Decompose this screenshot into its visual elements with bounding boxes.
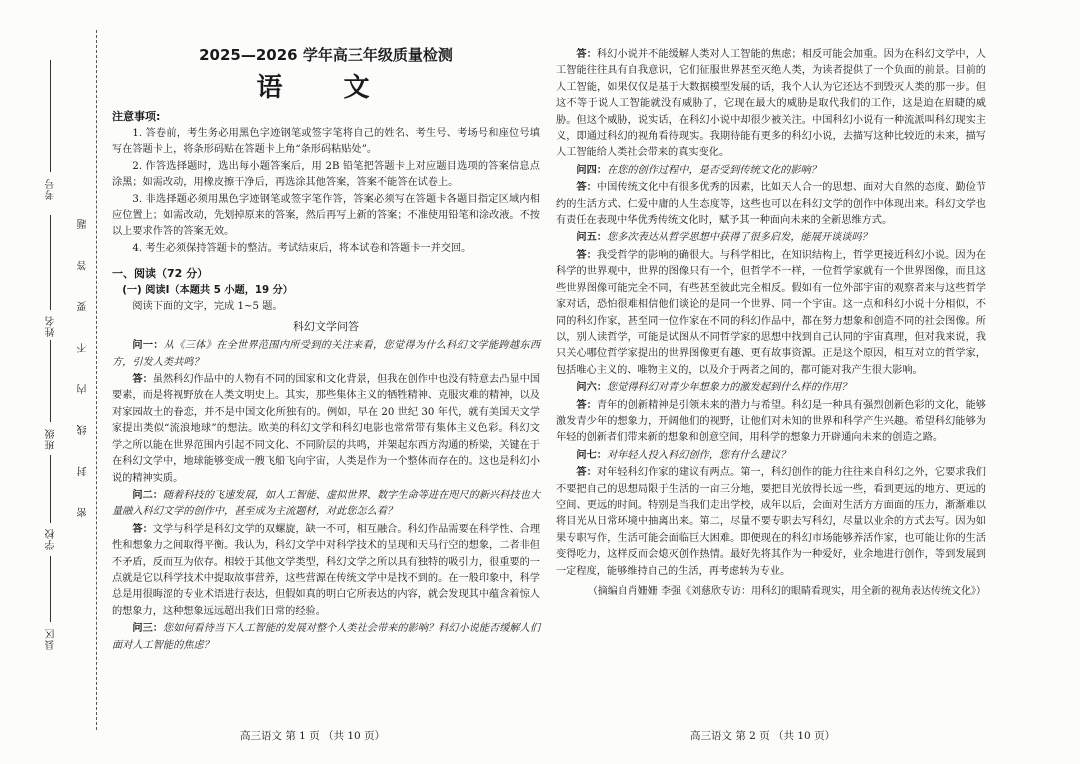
answer-label: 答： <box>576 48 597 60</box>
paragraph-text: 科幻小说并不能缓解人类对人工智能的焦虑；相反可能会加重。因为在科幻文学中，人工智能往往具有自我意识，它们征服世界甚至灭绝人类，为读者提供了一个负面的前景。目前的人工智能，如果仅仅是基于大数据模型发展的话，我个人认为它还达不到毁灭人类的那一步。但这不等于说人工智能就没有威胁了，它现在最大的威胁是取代我们的工作，这是迫在眉睫的威胁。但这个威胁，说实话，在科幻小说中却很少被关注。中国科幻小说有一种流派叫科幻现实主义，即通过科幻的视角看待现实。我期待能有更多的科幻小说，去描写这种比较近的未来，描写人工智能给人类社会带来的真实变化。 <box>556 49 986 159</box>
paragraph-text: 随着科技的飞速发展，如人工智能、虚拟世界、数字生命等进在咫尺的新兴科技也大量融入科幻文学的创作中，甚至成为主流题材，对此您怎么看？ <box>112 489 541 518</box>
xingming-line <box>50 215 51 310</box>
notice-item: 4. 考生必须保持答题卡的整洁。考试结束后，将本试卷和答题卡一并交回。 <box>132 242 472 254</box>
answer-paragraph <box>112 371 540 487</box>
seal-line-notice: 密 封 线 内 不 要 答 题 <box>78 205 89 518</box>
xianqu-line <box>50 556 51 622</box>
page-2 <box>556 46 986 597</box>
article-body <box>112 337 540 654</box>
question-label: 问七： <box>576 448 607 461</box>
xianqu-label: 县区 <box>46 628 57 650</box>
paragraph-text: 您觉得科幻对青少年想象力的激发起到什么样的作用？ <box>606 382 852 394</box>
answer-paragraph <box>556 464 986 580</box>
notice-item: 2. 作答选择题时，选出每小题答案后，用 2B 铅笔把答题卡上对应题目选项的答案信息点涂黑；如需改动，用橡皮擦干净后，再选涂其他答案，答案不能答在试卷上。 <box>112 160 540 189</box>
banji-label: 班级 <box>46 428 57 450</box>
exam-title: 2025—2026 学年高三年级质量检测 <box>199 46 453 64</box>
question-paragraph <box>112 620 540 654</box>
paragraph-text: 在您的创作过程中，是否受到传统文化的影响？ <box>606 164 821 176</box>
paragraph-text: 我受哲学的影响的确很大。与科学相比，在知识结构上，哲学更接近科幻小说。因为在科学的世界观中，世界的图像只有一个，但哲学不一样，一位哲学家就有一个世界图像，而且这些世界图像可能完全不同，有些甚至彼此完全相反。假如有一位外部宇宙的观察者来与这些哲学家对话，恐怕很难相信他们谈论的是同一个世界、同一个宇宙。这一点和科幻小说十分相似，不同的科幻作家，甚至同一位作家在不同的科幻作品中，都在努力想象和创造不同的社会图像。所以，别人读哲学，可能是试图从不同哲学家的思想中找到自己认同的宇宙真理，但对我来说，我只关心哪位哲学家提出的世界图像更有趣、更有故事资源。正是这个原因，相互对立的哲学家，包括唯心主义的、唯物主义的，以及介于两者之间的，都可能对我产生很大影响。 <box>556 249 986 376</box>
paragraph-text: 中国传统文化中有很多优秀的因素，比如天人合一的思想、面对大自然的态度、勤俭节约的生活方式、仁爱中庸的人生态度等，这些也可以在科幻文学的创作中体现出来。科幻文学也有责任在表现中华优秀传统文化时，赋予其一种面向未来的全新思维方式。 <box>556 182 986 227</box>
paragraph-text: 文学与科学是科幻文学的双螺旋，缺一不可，相互融合。科幻作品需要在科学性、合理性和想象力之间取得平衡。我认为，科幻文学中对科学技术的呈现和天马行空的想象，二者非但不矛盾，反而互为依存。相较于其他文学类型，科幻文学之所以具有独特的吸引力，很重要的一点就是它以科学技术中提取故事营养，这些营源在传统文学中是找不到的。在一般印象中，科学总是用很晦涩的专业术语进行表达，但假如真的明白它所表达的内容，就会发现其中蕴含着惊人的想象力，这种想象远远超出我们日常的经验。 <box>112 523 541 617</box>
article-body-continued <box>556 46 986 580</box>
subsection-heading: (一) 阅读Ⅰ（本题共 5 小题，19 分） <box>122 285 293 297</box>
binding-margin <box>0 0 108 764</box>
instruction: 阅读下面的文字，完成 1~5 题。 <box>132 301 283 313</box>
answer-label: 答： <box>576 248 597 261</box>
page-1-footer: 高三语文 第 1 页 （共 10 页） <box>240 730 386 742</box>
answer-paragraph <box>556 46 986 162</box>
notice-item: 3. 非选择题必须用黑色字迹钢笔或签字笔作答，答案必须写在答题卡各题目指定区域内相应位置上；如需改动，先划掉原来的答案，然后再写上新的答案；不准使用铅笔和涂改液。不按以上要求作答的答案无效。 <box>112 193 540 238</box>
xuexiao-label: 学校 <box>46 528 57 550</box>
paragraph-text: 您多次表达从哲学思想中获得了很多启发，能展开谈谈吗？ <box>606 232 872 244</box>
paragraph-text: 对年轻科幻作家的建议有两点。第一，科幻创作的能力往往来自科幻之外，它要求我们不要把自己的思想局限于生活的一亩三分地，要把目光放得长远一些，看到更远的地方、更远的空间、更远的时间。特别是当我们走出学校，成年以后，会面对生活方方面面的压力，渐渐难以将目光从日常环境中抽离出来。第二，尽量不要专职去写科幻，尽量以业余的方式去写。因为如果专职写作，生活可能会面临巨大困难。即便现在的科幻市场能够养活作家，也可能让你的生活变得吃力，这样反而会熄灭创作热情。最好先将其作为一种爱好，业余地进行创作，等到发展到一定程度，能够维持自己的生活，再考虑转为专业。 <box>556 467 986 577</box>
notice-list <box>112 126 540 257</box>
source-citation: （摘编自肖姗姗 李强《刘慈欣专访：用科幻的眼睛看现实，用全新的视角表达传统文化》） <box>587 586 986 597</box>
question-label: 问五： <box>576 231 607 244</box>
answer-label: 答： <box>576 181 597 194</box>
xingming-label: 姓名 <box>46 315 57 337</box>
notice-item: 1. 答卷前，考生务必用黑色字迹钢笔或签字笔将自己的姓名、考生号、考场号和座位号填写在答题卡上，将条形码贴在答题卡上角“条形码粘贴处”。 <box>112 128 540 156</box>
answer-label: 答： <box>132 522 153 535</box>
paragraph-text: 对年轻人投入科幻创作，您有什么建议？ <box>606 449 791 461</box>
kaohao-line <box>50 60 51 172</box>
question-paragraph <box>112 487 540 521</box>
answer-label: 答： <box>132 373 153 386</box>
paragraph-text: 青年的创新精神是引领未来的潜力与希望。科幻是一种具有强烈创新色彩的文化，能够激发青少年的想象力，开阔他们的视野，让他们对未知的世界和科学产生兴趣。希望科幻能够为年轻的创新者们带来新的想象和创意空间，用科学的想象力开辟通向未来的创造之路。 <box>556 399 986 444</box>
question-paragraph <box>556 447 986 464</box>
answer-paragraph <box>556 247 986 379</box>
paragraph-text: 您如何看待当下人工智能的发展对整个人类社会带来的影响？科幻小说能否缓解人们面对人工智能的焦虑？ <box>112 623 541 651</box>
page-1 <box>112 38 540 654</box>
question-paragraph <box>556 229 986 246</box>
banji-line <box>50 340 51 422</box>
kaohao-label: 考号 <box>46 178 57 200</box>
seal-dashed-line <box>96 30 97 730</box>
notice-title: 注意事项: <box>112 110 161 123</box>
answer-paragraph <box>112 521 540 620</box>
page-2-footer: 高三语文 第 2 页 （共 10 页） <box>690 730 836 742</box>
question-paragraph <box>556 162 986 179</box>
question-label: 问三： <box>132 622 163 635</box>
question-label: 问一： <box>132 339 164 352</box>
answer-label: 答： <box>576 398 597 411</box>
question-label: 问二： <box>132 488 163 501</box>
question-label: 问四： <box>576 163 607 176</box>
question-paragraph <box>556 379 986 396</box>
answer-label: 答： <box>576 466 597 479</box>
answer-paragraph <box>556 397 986 447</box>
section-heading: 一、阅读（72 分） <box>112 267 209 281</box>
paragraph-text: 虽然科幻作品中的人物有不同的国家和文化背景，但我在创作中也没有特意去凸显中国要素，而是将视野放在人类文明史上。其实，那些集体主义的牺牲精神、克服灾难的精神，以及对家园故土的眷恋，并不是中国文化所独有的。例如，早在 20 世纪 30 年代，就有美国天文学家提出类似“流浪地球”的想法。欧美的科幻文学和科幻电影也常常带有集体主义色彩。科幻文学之所以能在世界范围内引起不同文化、不同阶层的共鸣，并架起东西方沟通的桥梁，关键在于在科幻文学中，地球能够变成一艘飞船飞向宇宙，人类是作为一个整体而存在的。这也是科幻小说的精神实质。 <box>112 374 541 484</box>
paragraph-text: 从《三体》在全世界范围内所受到的关注来看，您觉得为什么科幻文学能跨越东西方，引发人类共鸣？ <box>112 340 541 368</box>
question-label: 问六： <box>576 381 607 394</box>
xuexiao-line <box>50 455 51 523</box>
question-paragraph <box>112 337 540 371</box>
subject-title: 语 文 <box>256 73 396 103</box>
answer-paragraph <box>556 179 986 229</box>
article-title: 科幻文学问答 <box>293 320 359 334</box>
